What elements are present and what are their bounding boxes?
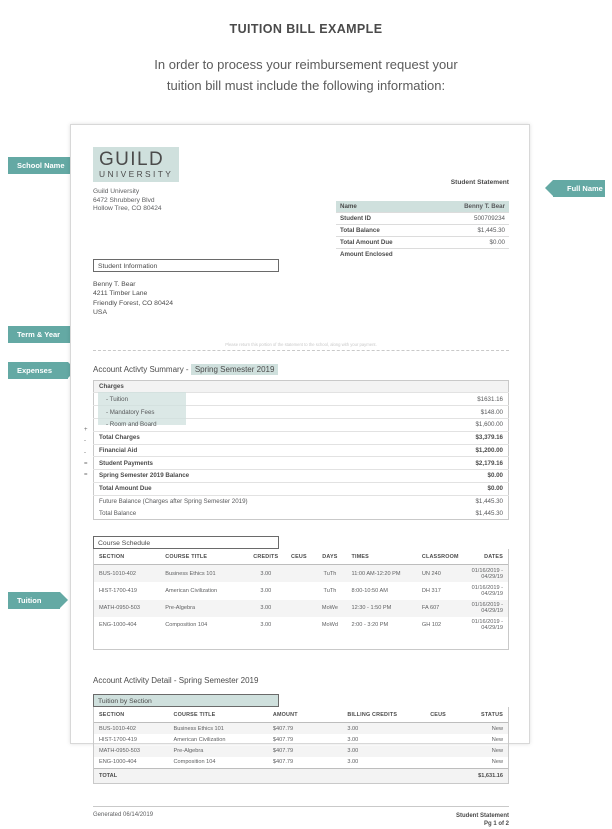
cell-section: MATH-0950-503 [94,746,169,757]
total-amount: $1,631.16 [425,768,508,783]
operator-financial-aid: - [84,438,86,445]
statement-value-total-due: $0.00 [432,237,509,249]
cell-section: HIST-1700-419 [99,588,137,594]
cell-classroom: UN 240 [417,565,467,583]
cell-amount: $407.79 [268,746,343,757]
table-row [94,444,509,457]
col-days: DAYS [313,549,346,565]
cell-ceus [425,746,466,757]
intro-subtitle [0,54,612,96]
intro-subtitle-line2: tuition bill must include the following information: [166,78,446,93]
table-row [336,201,509,213]
row-amount-total-charges: $3,379.16 [428,431,508,444]
col-billing-credits: BILLING CREDITS [342,707,425,723]
callout-expenses: Expenses [8,362,68,379]
table-row [336,225,509,237]
cell-times: 2:00 - 3:20 PM [351,622,389,629]
cell-dates: 01/16/2019 - 04/29/19 [467,565,508,583]
row-label-mandatory-fees: - Mandatory Fees [94,406,429,419]
school-address-line3: Hollow Tree, CO 80424 [93,205,162,213]
intro-subtitle-line1: In order to process your reimbursement request your [154,57,458,72]
document-footer [93,806,509,829]
operator-room-board [84,414,88,425]
table-row [94,582,508,599]
table-row [94,406,509,419]
table-row [94,457,509,470]
statement-label-amount-enclosed: Amount Enclosed [340,251,393,258]
cell-section: ENG-1000-404 [99,622,137,629]
charges-header: Charges [94,380,429,393]
logo-wordmark-guild: GUILD [99,149,165,170]
table-row [336,213,509,225]
row-amount-total-amount-due: $0.00 [428,482,508,495]
table-row [94,757,508,769]
total-label: TOTAL [94,768,425,783]
cell-course-title: Business Ethics 101 [169,723,268,735]
callout-full-name: Full Name [553,180,605,197]
cell-course-title: American Civilization [165,588,218,594]
cell-ceus [284,600,313,617]
course-schedule-table [94,549,508,649]
table-header-row [94,707,508,723]
cell-days: TuTh [313,565,346,583]
operator-column [84,380,88,482]
table-row [336,249,509,261]
table-header-row [94,549,508,565]
student-information-block [93,280,509,318]
row-amount-total-balance: $1,445.30 [475,509,503,517]
cell-status: New [467,723,508,735]
table-row [94,600,508,617]
cell-times: 12:30 - 1:50 PM [347,600,417,617]
col-times: TIMES [347,549,417,565]
row-label-student-payments: Student Payments [94,457,429,470]
cell-times: 8:00-10:50 AM [351,588,388,594]
cell-amount: $407.79 [272,759,294,766]
statement-title: Student Statement [450,179,509,186]
table-row [94,470,509,483]
cell-course-title: Business Ethics 101 [160,565,247,583]
row-amount-tuition: $1631.16 [428,393,508,406]
statement-summary-table [336,201,509,260]
cell-billing-credits: 3.00 [342,746,425,757]
col-ceus: CEUS [284,549,313,565]
cell-status: New [467,746,508,757]
row-label-financial-aid: Financial Aid [94,444,429,457]
activity-summary-term: Spring Semester 2019 [191,364,279,375]
statement-label-name: Name [336,201,432,213]
row-label-future-balance: Future Balance (Charges after Spring Semester 2019) [99,498,248,506]
cell-ceus [284,582,313,599]
table-row [336,237,509,249]
callout-tuition: Tuition [8,592,60,609]
operator-semester-balance: = [84,460,88,467]
col-amount: AMOUNT [268,707,343,723]
activity-detail-section [93,676,509,784]
operator-total-amount-due: = [84,471,88,478]
cell-status: New [491,759,503,766]
table-row [94,746,508,757]
document-body [84,147,509,829]
cell-credits: 3.00 [247,600,284,617]
activity-detail-heading: Account Activity Detail - Spring Semester 2019 [93,676,259,686]
cell-ceus [284,565,313,583]
activity-summary-heading [93,365,509,374]
row-label-total-balance: Total Balance [99,509,137,517]
row-label-semester-balance: Spring Semester 2019 Balance [94,470,429,483]
col-section: SECTION [94,707,169,723]
cell-classroom: FA 607 [417,600,467,617]
col-classroom: CLASSROOM [417,549,467,565]
statement-value-amount-enclosed [432,249,509,261]
cell-amount: $407.79 [268,723,343,735]
intro-block [0,0,612,96]
operator-tuition [84,392,88,403]
cell-course-title: Pre-Algebra [160,600,247,617]
page-title: TUITION BILL EXAMPLE [229,22,383,36]
activity-summary-heading-text: Account Activty Summary - [93,364,189,374]
cell-billing-credits: 3.00 [347,759,359,766]
col-ceus: CEUS [425,707,466,723]
logo-wordmark-university: UNIVERSITY [99,169,174,179]
tear-off-divider [93,350,509,351]
callout-school-name: School Name [8,157,76,174]
course-schedule-title: Course Schedule [93,536,279,549]
statement-value-name: Benny T. Bear [432,201,509,213]
row-amount-mandatory-fees: $148.00 [428,406,508,419]
letterhead [93,147,509,258]
row-amount-student-payments: $2,179.16 [428,457,508,470]
table-row [94,734,508,745]
cell-course-title: Pre-Algebra [169,746,268,757]
student-country: USA [93,309,107,317]
col-status: STATUS [467,707,508,723]
footer-doc-name: Student Statement [455,812,509,819]
footer-generated: Generated 06/14/2019 [93,811,154,818]
school-address-line2: 6472 Shrubbery Blvd [93,196,155,204]
operator-student-payments: - [84,449,86,456]
table-row [94,723,508,735]
cell-section: BUS-1010-402 [94,565,160,583]
cell-section: BUS-1010-402 [94,723,169,735]
tuition-by-section-table [94,707,508,783]
cell-dates: 01/16/2019 - 04/29/19 [467,600,508,617]
course-schedule-table-wrap [93,549,509,650]
school-address-line1: Guild University [93,188,140,195]
table-total-row [94,768,508,783]
cell-billing-credits: 3.00 [347,736,359,743]
col-course-title: COURSE TITLE [160,549,247,565]
col-course-title: COURSE TITLE [169,707,268,723]
tuition-by-section-table-wrap [93,707,509,784]
row-amount-financial-aid: $1,200.00 [428,444,508,457]
cell-days: MoWd [321,622,339,629]
cell-section: ENG-1000-404 [99,759,137,766]
cell-credits: 3.00 [260,622,272,629]
cell-days: MoWe [313,600,346,617]
row-label-room-board: - Room and Board [94,418,429,431]
cell-classroom: DH 317 [421,588,441,594]
statement-label-total-balance: Total Balance [336,225,432,237]
col-section: SECTION [94,549,160,565]
callout-term-year: Term & Year [8,326,71,343]
cell-course-title: Composition 104 [173,759,216,766]
cell-billing-credits: 3.00 [342,723,425,735]
cell-credits: 3.00 [247,565,284,583]
cell-days: TuTh [323,588,337,594]
cell-credits: 3.00 [260,588,272,594]
table-row [94,617,508,634]
cell-classroom: GH 102 [421,622,442,629]
table-row [94,418,509,431]
cell-status: New [491,736,503,743]
table-row [94,565,508,583]
col-credits: CREDITS [247,549,284,565]
table-row [94,380,509,393]
tuition-by-section-title: Tuition by Section [93,694,279,707]
university-logo [93,147,179,182]
row-amount-semester-balance: $0.00 [428,470,508,483]
document-sheet [70,124,530,828]
row-amount-room-board: $1,600.00 [428,418,508,431]
cell-ceus [425,734,466,745]
col-dates: DATES [467,549,508,565]
row-label-tuition: - Tuition [94,393,429,406]
cell-section: MATH-0950-503 [94,600,160,617]
footer-right [456,812,509,829]
return-notice: Please return this portion of the statement to the school, along with your payment. [225,341,377,347]
cell-ceus [425,723,466,735]
activity-summary-table-wrap [84,380,509,521]
statement-value-student-id: 500709234 [432,213,509,225]
cell-ceus [284,617,313,634]
student-address2: Friendly Forest, CO 80424 [93,299,174,307]
row-label-total-charges: Total Charges [94,431,429,444]
cell-course-title: American Civilization [173,736,226,743]
student-name: Benny T. Bear [93,281,136,288]
student-address1: 4211 Timber Lane [93,290,148,298]
statement-value-total-balance: $1,445.30 [432,225,509,237]
table-row [94,482,509,495]
table-row-spacer [94,634,508,649]
operator-mandatory-fees [84,403,88,414]
row-amount-future-balance: $1,445.30 [475,498,503,506]
footer-page-number: Pg 1 of 2 [483,821,509,828]
statement-label-total-due: Total Amount Due [336,237,432,249]
table-row [94,495,509,507]
cell-amount: $407.79 [272,736,294,743]
cell-ceus [425,757,466,769]
table-row [94,507,509,519]
activity-summary-table [93,380,509,521]
row-label-total-amount-due: Total Amount Due [94,482,429,495]
table-row [94,393,509,406]
table-row [94,431,509,444]
operator-total-charges: + [84,427,88,434]
statement-label-student-id: Student ID [336,213,432,225]
cell-times: 11:00 AM-12:20 PM [347,565,417,583]
cell-dates: 01/16/2019 - 04/29/19 [471,619,503,632]
student-information-heading: Student Information [93,259,279,272]
course-schedule-section [93,536,509,650]
cell-course-title: Composition 104 [165,622,208,629]
cell-section: HIST-1700-419 [99,736,137,743]
cell-dates: 01/16/2019 - 04/29/19 [471,585,503,597]
